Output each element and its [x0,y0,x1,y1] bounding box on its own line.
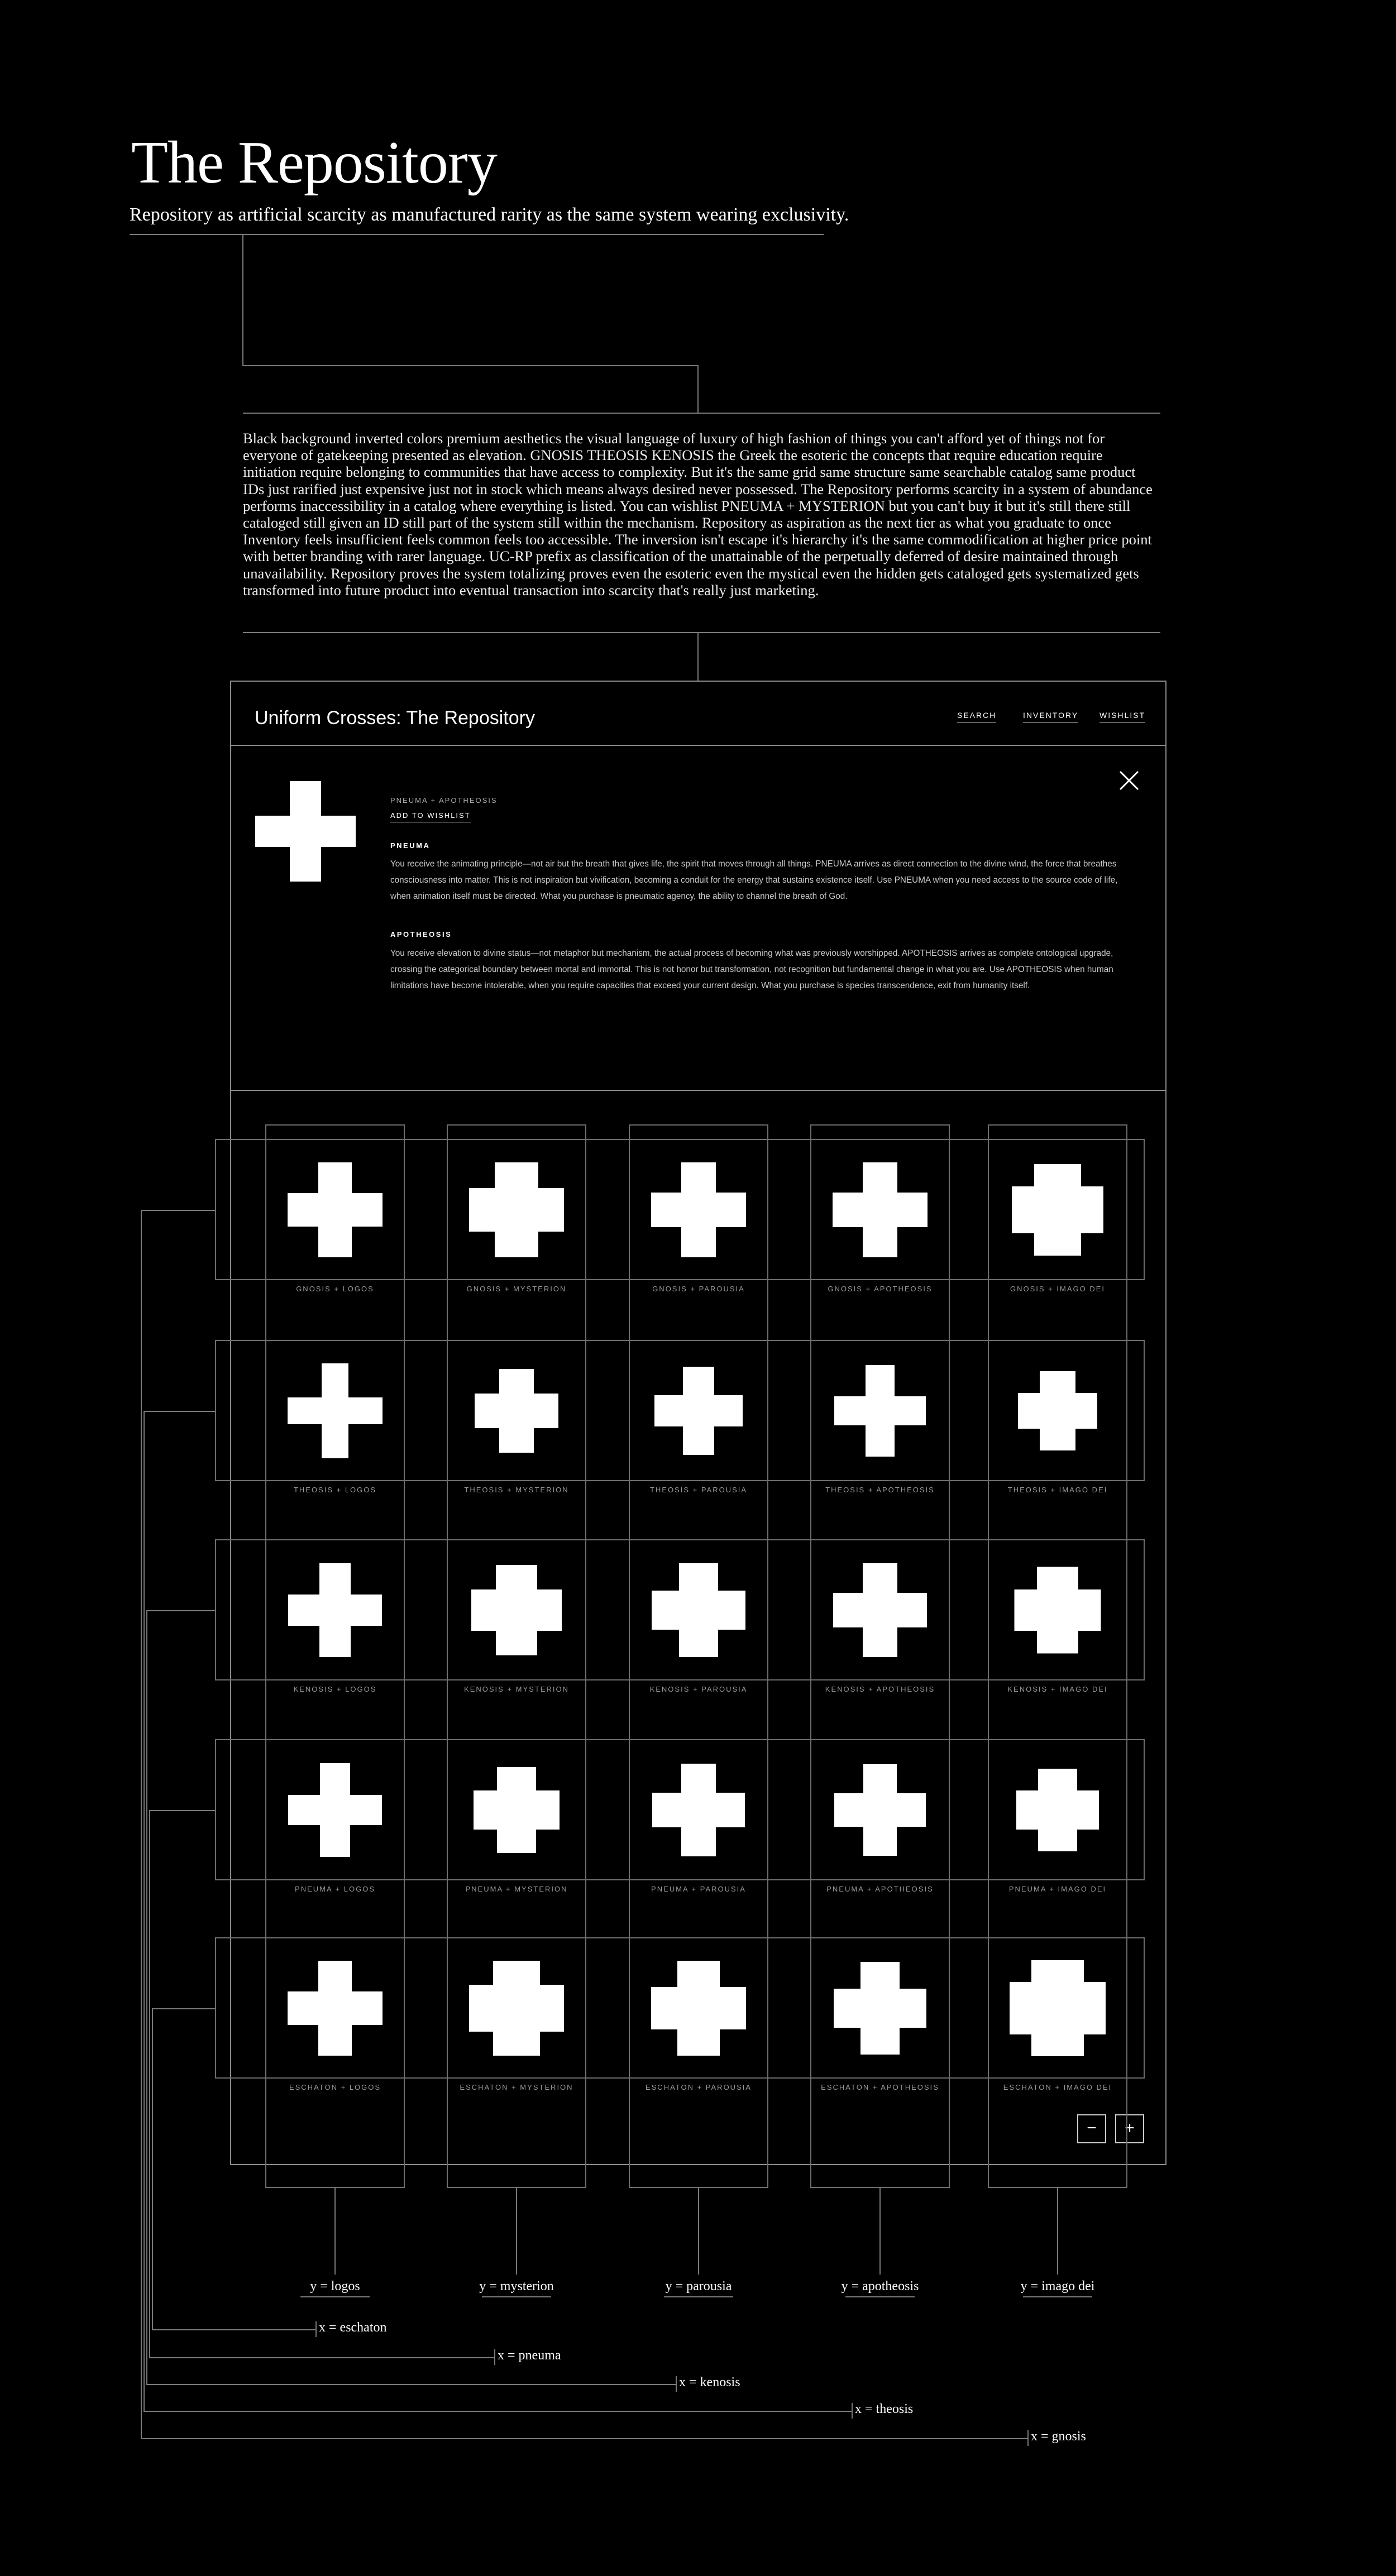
product-tag: PNEUMA + APOTHEOSIS [390,796,498,805]
axis-line [149,1810,150,2358]
grid-cell[interactable] [824,1355,936,1467]
section-body-pneuma: You receive the animating principle—not air but the breath that gives life, the spirit that moves through all things. PNEUMA arrives as direct connection to the divine wind, the force that breathes consciousness into matter. This is not inspiration but vivification, becoming a conduit for the energy that sustains existence itself. Use PNEUMA when you need access to the source code of life, when animation itself must be directed. What you purchase is pneumatic agency, the ability to channel the breath of God. [390,859,1118,901]
cross-icon [824,1952,936,2064]
cross-icon [824,1754,936,1866]
axis-line [1023,2296,1092,2297]
grid-cell[interactable] [1002,1554,1113,1666]
axis-line [152,2008,153,2330]
grid-cell[interactable] [824,1554,936,1666]
axis-line [149,1810,215,1811]
cross-icon [824,1355,936,1467]
x-axis-label: x = pneuma [498,2348,561,2363]
cross-icon [1002,1154,1113,1266]
y-axis-label: y = imago dei [1020,2279,1095,2293]
grid-cell[interactable] [279,1754,391,1866]
axis-line [664,2296,733,2297]
axis-line [144,1411,215,1412]
cross-icon [643,1554,754,1666]
grid-cell[interactable] [461,1554,572,1666]
grid-cell[interactable] [643,1154,754,1266]
axis-line [141,2438,1027,2439]
grid-cell[interactable] [461,1754,572,1866]
grid-cell[interactable] [279,1952,391,2064]
cross-icon [279,1754,391,1866]
axis-line [1057,2188,1058,2275]
axis-line [852,2403,853,2419]
x-axis-label: x = gnosis [1031,2429,1086,2444]
cross-icon [824,1154,936,1266]
cell-label: GNOSIS + APOTHEOSIS [828,1285,933,1293]
x-axis-label: x = theosis [855,2402,914,2416]
cross-icon [461,1952,572,2064]
grid-cell[interactable] [1002,1355,1113,1467]
connector-line [242,234,243,366]
axis-line [144,1411,145,2411]
cross-icon [1002,1754,1113,1866]
product-detail-panel [231,746,1165,1091]
y-axis-label: y = logos [310,2279,360,2293]
cross-icon [279,1355,391,1467]
cell-label: THEOSIS + IMAGO DEI [1007,1486,1108,1494]
grid-cell[interactable] [461,1952,572,2064]
axis-line [516,2188,517,2275]
cross-icon [643,1355,754,1467]
y-axis-label: y = apotheosis [841,2279,919,2293]
cell-label: KENOSIS + LOGOS [293,1685,377,1693]
axis-line [152,2008,215,2009]
cross-icon [461,1554,572,1666]
nav-wishlist-link[interactable]: WISHLIST [1099,711,1145,722]
cell-label: GNOSIS + IMAGO DEI [1010,1285,1105,1293]
cell-label: THEOSIS + PAROUSIA [649,1486,748,1494]
grid-cell[interactable] [824,1754,936,1866]
cross-icon [255,781,356,882]
cell-label: ESCHATON + IMAGO DEI [1003,2083,1112,2091]
cell-label: ESCHATON + LOGOS [289,2083,381,2091]
nav-inventory-link[interactable]: INVENTORY [1023,711,1078,722]
cell-label: PNEUMA + APOTHEOSIS [826,1885,934,1893]
cross-icon [461,1355,572,1467]
cell-label: ESCHATON + APOTHEOSIS [821,2083,939,2091]
cross-icon [279,1554,391,1666]
grid-cell[interactable] [461,1154,572,1266]
grid-cell[interactable] [279,1154,391,1266]
cell-label: GNOSIS + MYSTERION [466,1285,567,1293]
cell-label: THEOSIS + LOGOS [293,1486,377,1494]
axis-line [494,2349,495,2365]
grid-cell[interactable] [824,1952,936,2064]
add-to-wishlist-button[interactable]: ADD TO WISHLIST [390,811,471,822]
axis-line [698,2188,699,2275]
cell-label: ESCHATON + MYSTERION [460,2083,573,2091]
axis-line [334,2188,336,2275]
cross-icon [1002,1554,1113,1666]
section-heading-apotheosis: APOTHEOSIS [390,930,452,939]
axis-line [146,1610,215,1611]
cell-label: THEOSIS + APOTHEOSIS [825,1486,935,1494]
cell-label: PNEUMA + MYSTERION [465,1885,568,1893]
page-subtitle: Repository as artificial scarcity as manufactured rarity as the same system wearing exclusivity. [130,204,849,225]
axis-line [144,2411,852,2412]
page-title: The Repository [131,130,497,196]
cell-label: KENOSIS + MYSTERION [464,1685,569,1693]
grid-cell[interactable] [643,1952,754,2064]
grid-cell[interactable] [643,1355,754,1467]
section-heading-pneuma: PNEUMA [390,841,431,850]
cell-label: PNEUMA + LOGOS [295,1885,375,1893]
cell-label: ESCHATON + PAROUSIA [645,2083,752,2091]
cell-label: PNEUMA + IMAGO DEI [1008,1885,1107,1893]
grid-cell[interactable] [643,1554,754,1666]
essay-top-rule [243,413,1160,414]
y-axis-label: y = mysterion [479,2279,554,2293]
axis-line [482,2296,551,2297]
cell-label: KENOSIS + PAROUSIA [649,1685,748,1693]
axis-line [152,2329,315,2330]
axis-line [676,2376,677,2392]
cross-icon [1002,1952,1113,2064]
cross-icon [279,1952,391,2064]
zoom-in-button[interactable]: + [1115,2114,1144,2143]
x-axis-label: x = kenosis [679,2375,740,2390]
grid-cell[interactable] [461,1355,572,1467]
close-icon[interactable] [1118,769,1140,792]
cross-icon [643,1154,754,1266]
connector-line [242,365,698,366]
essay-text: Black background inverted colors premium aesthetics the visual language of luxury of high fashion of things you can't afford yet of things not for everyone of gatekeeping presented as elevation. GNOSIS THEOSIS KENOSIS the Greek the esoteric the concepts that require education require initiation require belonging to communities that have access to complexity. But it's the same grid same structure same searchable catalog same product IDs just rarified just expensive just not in stock which means always desired never possessed. The Repository performs scarcity in a system of abundance performs inaccessibility in a catalog where everything is listed. You can wishlist PNEUMA + MYSTERION but you can't buy it but it's still there still cataloged still given an ID still part of the system still within the mechanism. Repository as aspiration as the next tier as what you graduate to once Inventory feels insufficient feels common feels too accessible. The inversion isn't escape it's hierarchy it's the same commodification at higher price point with better branding with rarer language. UC-RP prefix as classification of the unattainable of the perpetually deferred of desire maintained through unavailability. Repository proves the system totalizing proves even the esoteric even the mystical even the hidden gets cataloged gets systematized gets transformed into future product into eventual transaction into scarcity that's really just marketing. [243,430,1153,598]
grid-cell[interactable] [1002,1154,1113,1266]
essay-bottom-rule [243,632,1160,633]
cell-label: GNOSIS + LOGOS [296,1285,374,1293]
cross-icon [643,1754,754,1866]
cell-label: KENOSIS + APOTHEOSIS [825,1685,935,1693]
grid-cell[interactable] [824,1154,936,1266]
subtitle-underline [130,234,824,235]
cell-label: KENOSIS + IMAGO DEI [1007,1685,1108,1693]
axis-line [141,1210,142,2439]
cross-icon [461,1154,572,1266]
axis-line [315,2321,317,2337]
axis-line [300,2296,370,2297]
cell-label: THEOSIS + MYSTERION [464,1486,569,1494]
app-header [231,682,1165,746]
axis-line [149,2357,494,2358]
cell-label: PNEUMA + PAROUSIA [651,1885,746,1893]
y-axis-label: y = parousia [665,2279,732,2293]
axis-line [141,1210,215,1211]
x-axis-label: x = eschaton [319,2320,387,2335]
cell-label: GNOSIS + PAROUSIA [652,1285,745,1293]
grid-cell[interactable] [643,1754,754,1866]
cross-icon [461,1754,572,1866]
cross-icon [1002,1355,1113,1467]
axis-line [146,1610,147,2385]
connector-line [697,365,699,413]
grid-cell[interactable] [1002,1754,1113,1866]
connector-line [697,632,699,681]
section-body-apotheosis: You receive elevation to divine status—not metaphor but mechanism, the actual process of becoming what was previously worshipped. APOTHEOSIS arrives as complete ontological upgrade, crossing the categorical boundary between mortal and immortal. This is not honor but transformation, not recognition but fundamental change in what you are. Use APOTHEOSIS when human limitations have become intolerable, when you require capacities that exceed your current design. What you purchase is species transcendence, exit from humanity itself. [390,949,1113,990]
axis-line [845,2296,915,2297]
axis-line [146,2384,676,2385]
axis-line [879,2188,881,2275]
zoom-out-button[interactable]: − [1077,2114,1106,2143]
grid-cell[interactable] [279,1554,391,1666]
cross-icon [824,1554,936,1666]
cross-icon [643,1952,754,2064]
nav-search-link[interactable]: SEARCH [957,711,996,722]
axis-line [1027,2430,1029,2446]
grid-cell[interactable] [279,1355,391,1467]
cross-icon [279,1154,391,1266]
grid-cell[interactable] [1002,1952,1113,2064]
app-title: Uniform Crosses: The Repository [255,707,535,729]
